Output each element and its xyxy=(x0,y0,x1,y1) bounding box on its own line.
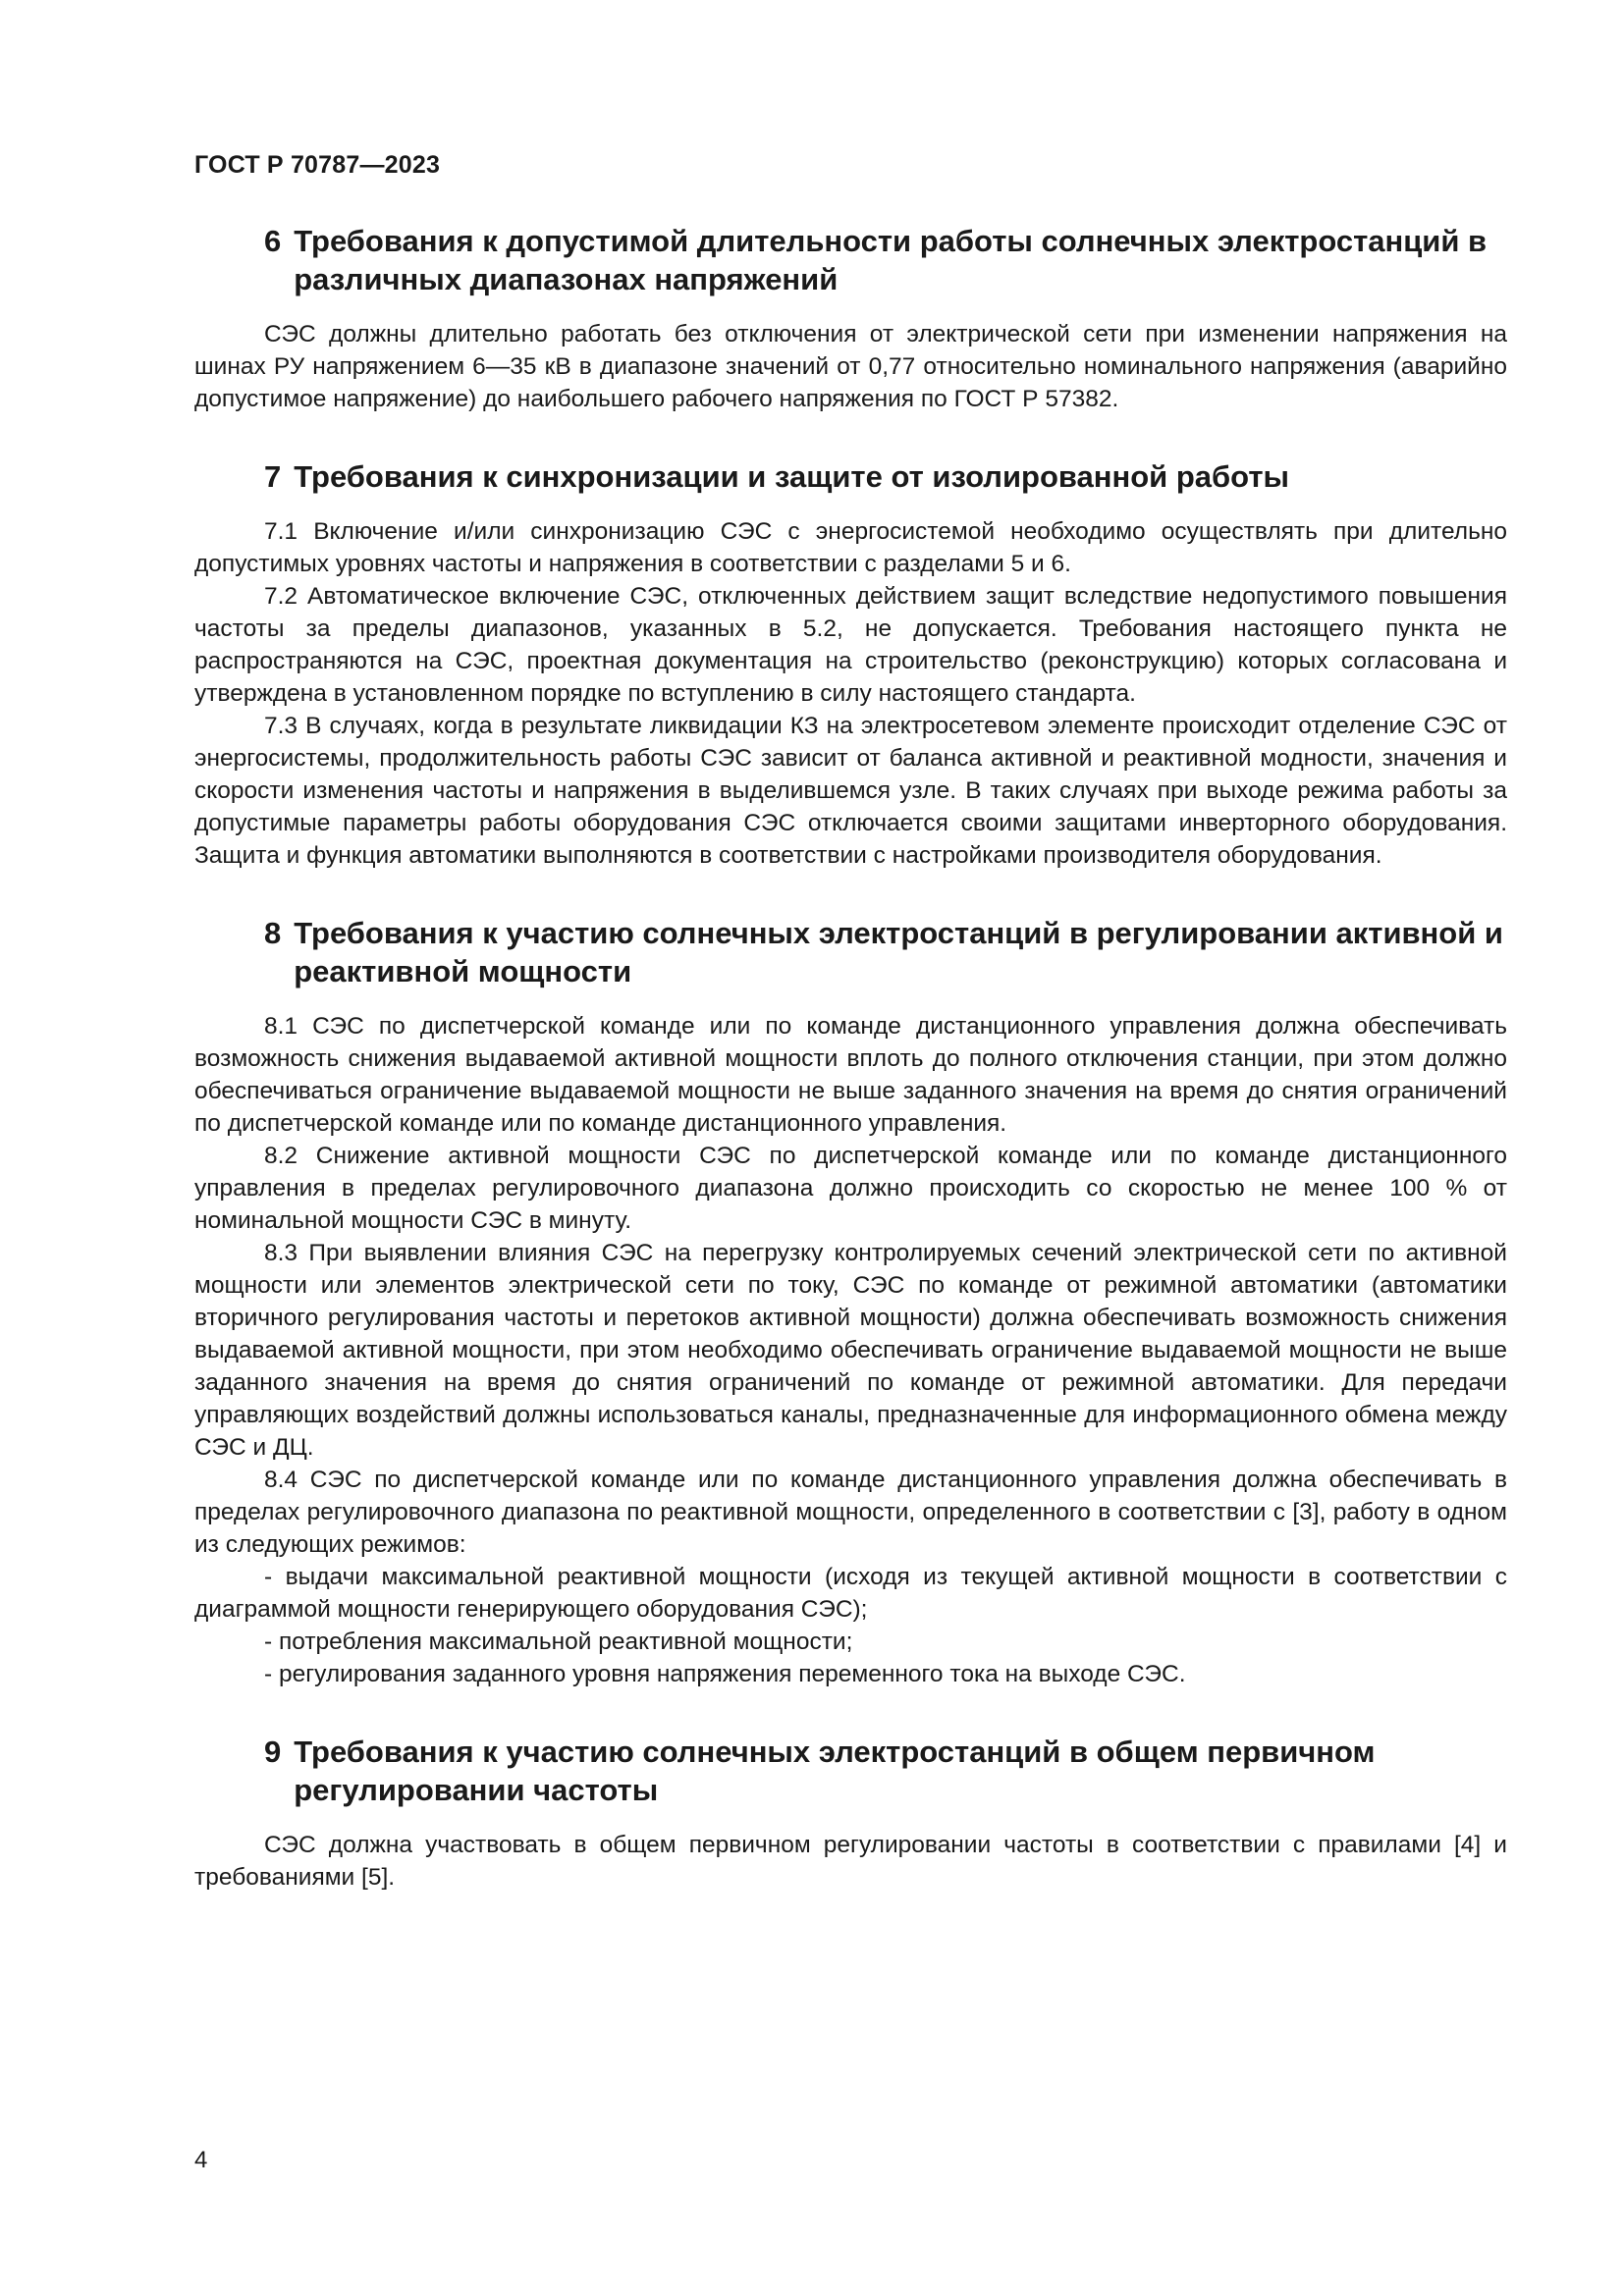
paragraph-8-3: 8.3 При выявлении влияния СЭС на перегрузку контролируемых сечений электрической сети по активной мощности или элементов электрической сети по току, СЭС по команде от режимной автоматики (автоматики вторичного регулирования частоты и перетоков активной мощности) должна обеспечивать возможность снижения выдаваемой активной мощности, при этом необходимо обеспечивать ограничение выдаваемой мощности не выше заданного значения на время до снятия ограничений по команде от режимной автоматики. Для передачи управляющих воздействий должны использоваться каналы, предназначенные для информационного обмена между СЭС и ДЦ. xyxy=(194,1240,1507,1461)
section-9 xyxy=(194,1733,1507,1894)
paragraph-8-4: 8.4 СЭС по диспетчерской команде или по команде дистанционного управления должна обеспечивать в пределах регулировочного диапазона по реактивной мощности, определенного в соответствии с [3], работу в одном из следующих режимов: xyxy=(194,1467,1507,1558)
section-number: 9 xyxy=(264,1735,282,1769)
section-number: 6 xyxy=(264,224,282,258)
section-title xyxy=(194,457,1507,496)
section-number: 7 xyxy=(264,459,282,494)
list-item: - регулирования заданного уровня напряжения переменного тока на выходе СЭС. xyxy=(264,1661,1186,1687)
paragraph: СЭС должны длительно работать без отключения от электрической сети при изменении напряжения на шинах РУ напряжением 6—35 кВ в диапазоне значений от 0,77 относительно номинального напряжения (аварийно допустимое напряжение) до наибольшего рабочего напряжения по ГОСТ Р 57382. xyxy=(194,321,1507,412)
section-heading: Требования к синхронизации и защите от изолированной работы xyxy=(294,459,1289,494)
paragraph-7-3: 7.3 В случаях, когда в результате ликвидации КЗ на электросетевом элементе происходит отделение СЭС от энергосистемы, продолжительность работы СЭС зависит от баланса активной и реактивной модности, значения и скорости изменения частоты и напряжения в выделившемся узле. В таких случаях при выходе режима работы за допустимые параметры работы оборудования СЭС отключается своими защитами инверторного оборудования. Защита и функция автоматики выполняются в соответствии с настройками производителя оборудования. xyxy=(194,713,1507,869)
section-title xyxy=(194,914,1507,990)
section-heading: Требования к участию солнечных электростанций в общем первичном регулировании частоты xyxy=(294,1735,1376,1807)
section-6 xyxy=(194,222,1507,415)
page-number: 4 xyxy=(194,2147,208,2173)
paragraph-8-2: 8.2 Снижение активной мощности СЭС по диспетчерской команде или по команде дистанционного управления в пределах регулировочного диапазона должно происходить со скоростью не менее 100 % от номинальной мощности СЭС в минуту. xyxy=(194,1143,1507,1234)
section-title xyxy=(194,222,1507,298)
section-7 xyxy=(194,457,1507,872)
paragraph: СЭС должна участвовать в общем первичном регулировании частоты в соответствии с правилами [4] и требованиями [5]. xyxy=(194,1832,1507,1891)
section-number: 8 xyxy=(264,916,282,950)
section-8 xyxy=(194,914,1507,1690)
paragraph-7-2: 7.2 Автоматическое включение СЭС, отключенных действием защит вследствие недопустимого повышения частоты за пределы диапазонов, указанных в 5.2, не допускается. Требования настоящего пункта не распространяются на СЭС, проектная документация на строительство (реконструкцию) которых согласована и утверждена в установленном порядке по вступлению в силу настоящего стандарта. xyxy=(194,583,1507,707)
list-item: - потребления максимальной реактивной мощности; xyxy=(264,1629,853,1655)
document-code: ГОСТ Р 70787—2023 xyxy=(194,151,441,179)
section-heading: Требования к участию солнечных электростанций в регулировании активной и реактивной мощности xyxy=(294,916,1503,988)
list-item: - выдачи максимальной реактивной мощности (исходя из текущей активной мощности в соответствии с диаграммой мощности генерирующего оборудования СЭС); xyxy=(194,1564,1507,1623)
section-title xyxy=(194,1733,1507,1809)
paragraph-8-1: 8.1 СЭС по диспетчерской команде или по команде дистанционного управления должна обеспечивать возможность снижения выдаваемой активной мощности вплоть до полного отключения станции, при этом должно обеспечиваться ограничение выдаваемой мощности не выше заданного значения на время до снятия ограничений по диспетчерской команде или по команде дистанционного управления. xyxy=(194,1013,1507,1137)
paragraph-7-1: 7.1 Включение и/или синхронизацию СЭС с энергосистемой необходимо осуществлять при длительно допустимых уровнях частоты и напряжения в соответствии с разделами 5 и 6. xyxy=(194,518,1507,577)
document-body xyxy=(194,222,1507,1936)
section-heading: Требования к допустимой длительности работы солнечных электростанций в различных диапазонах напряжений xyxy=(294,224,1488,296)
